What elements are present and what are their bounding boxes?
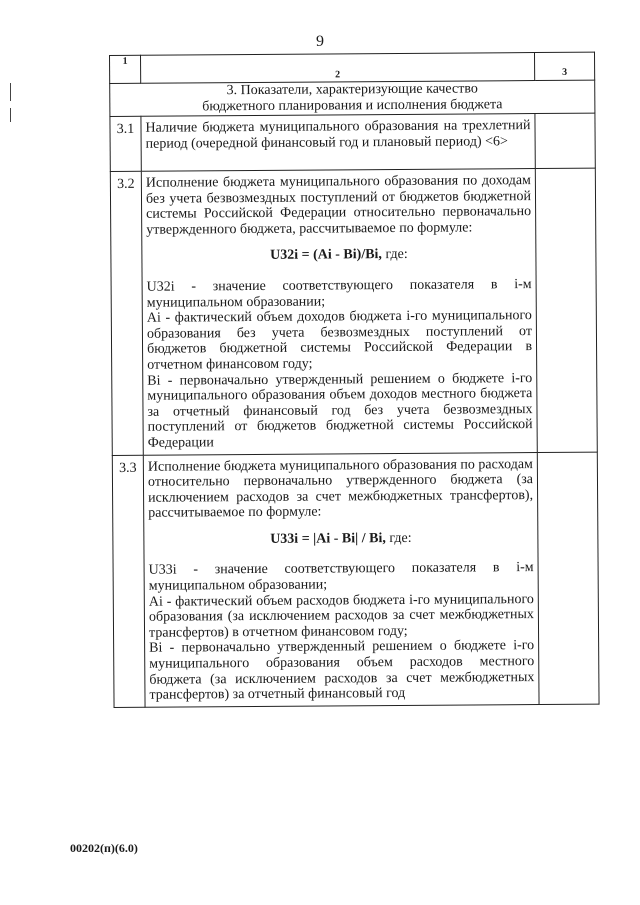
row-number: 3.3 xyxy=(112,455,145,708)
table-header-row xyxy=(110,52,595,83)
definition-a: Ai - фактический объем расходов бюджета i-го муниципального образования (за исключением расходов за счет межбюджетных трансфертов) в отчетном финансовом году; xyxy=(148,591,534,641)
indicator-description: Исполнение бюджета муниципального образования по расходам относительно первоначально утвержденного бюджета (за исключением расходов за счет межбюджетных трансфертов), рассчитываемое по формуле: xyxy=(147,456,534,522)
section-title: 3. Показатели, характеризующие качество бюджетного планирования и исполнения бюджета xyxy=(110,80,595,116)
section-row xyxy=(110,80,595,116)
header-col-1: 1 xyxy=(110,55,141,83)
indicators-table xyxy=(109,52,600,708)
definition-u: U32i - значение соответствующего показателя в i-м муниципальном образовании; xyxy=(146,277,532,311)
row-text xyxy=(143,452,539,707)
row-number: 3.1 xyxy=(110,116,141,171)
document-code: 00202(п)(6.0) xyxy=(70,841,138,855)
header-col-2: 2 xyxy=(141,53,535,84)
definition-b: Bi - первоначально утвержденный решением о бюджете i-го муниципального образования объем расходов местного бюджета (за исключением расходов за счет межбюджетных трансфертов) за отчетный финансовый год xyxy=(149,638,535,703)
definition-u: U33i - значение соответствующего показателя в i-м муниципальном образовании; xyxy=(148,560,534,594)
row-value-cell xyxy=(535,168,597,452)
formula: U33i = |Ai - Bi| / Bi, где: xyxy=(270,530,412,547)
header-col-3: 3 xyxy=(534,52,594,80)
row-number: 3.2 xyxy=(110,171,143,455)
indicator-description: Исполнение бюджета муниципального образования по доходам без учета безвозмездных поступлений от бюджетов бюджетной системы Российской Федерации относительно первоначально утвержденного бюджета, рассчитываемое по формуле: xyxy=(145,173,532,238)
row-value-cell xyxy=(535,113,595,168)
formula: U32i = (Ai - Bi)/Bi, где: xyxy=(270,247,408,264)
table-row xyxy=(110,168,597,455)
definition-b: Bi - первоначально утвержденный решением о бюджете i-го муниципального образования объем доходов местного бюджета за отчетный финансовый год без учета безвозмездных поступлений от бюджетов бюджетной системы Российской Федерации xyxy=(147,370,533,451)
table-row xyxy=(112,452,599,708)
page-number: 9 xyxy=(316,33,324,50)
margin-mark xyxy=(10,83,11,101)
definition-a: Ai - фактический объем доходов бюджета i-го муниципального образования без учета безвозмездных поступлений от бюджетов бюджетной системы Российской Федерации в отчетном финансовом году; xyxy=(146,308,533,373)
margin-mark xyxy=(10,108,11,122)
row-text xyxy=(141,169,537,455)
row-text: Наличие бюджета муниципального образования на трехлетний период (очередной финансовый год и плановый период) <6> xyxy=(141,114,535,172)
table-row xyxy=(110,113,595,171)
row-value-cell xyxy=(537,452,599,705)
